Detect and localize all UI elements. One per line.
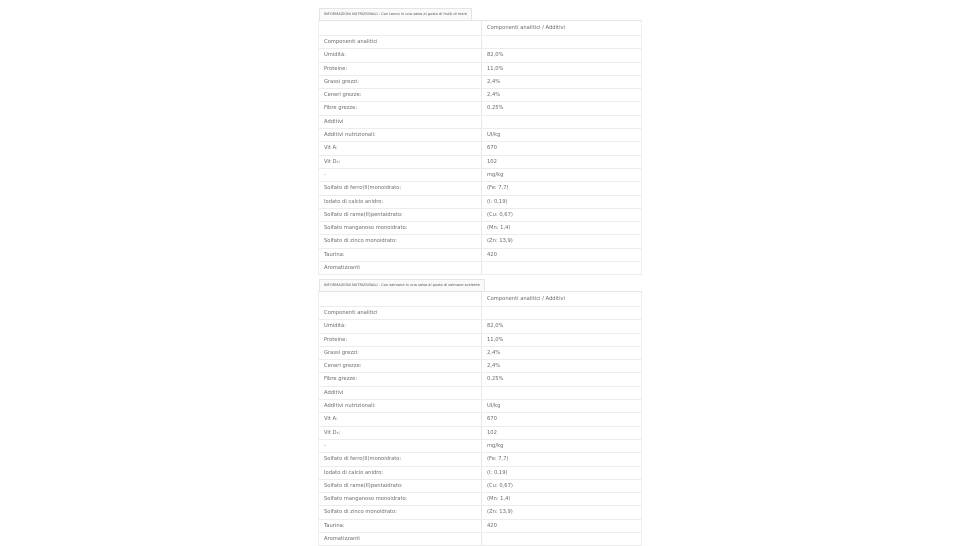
row-value-cell: 0,25% [481,102,642,114]
row-label-cell: Additivi [318,116,481,128]
row-value-cell [481,307,642,319]
table-row [318,413,642,426]
row-value-cell: (Cu: 0,67) [481,209,642,221]
row-label-cell: Iodato di calcio anidro: [318,196,481,208]
table-row [318,480,642,493]
header-cell-label [318,21,481,35]
row-label-cell: Taurina: [318,249,481,261]
row-value-cell: 82,0% [481,49,642,61]
row-label-cell: - [318,169,481,181]
table-header-row [318,21,642,36]
row-label-cell: Additivi nutrizionali: [318,400,481,412]
table-row [318,209,642,222]
table-row [318,222,642,235]
row-label-cell: Grassi grezzi: [318,76,481,88]
row-value-cell: mg/kg [481,169,642,181]
table-row [318,360,642,373]
table-row [318,102,642,115]
row-value-cell [481,387,642,399]
table-row [318,49,642,62]
row-label-cell: Solfato di ferro(II)monoidrato: [318,453,481,465]
table-row [318,129,642,142]
row-label-cell: Solfato di rame(II)pentaidrato: [318,480,481,492]
table-row [318,142,642,155]
row-value-cell: 670 [481,142,642,154]
row-value-cell: 420 [481,520,642,532]
table-row [318,235,642,248]
table-row [318,63,642,76]
row-label-cell: Additivi [318,387,481,399]
table-row [318,169,642,182]
row-value-cell: (Zn: 13,9) [481,235,642,247]
row-value-cell: UI/kg [481,129,642,141]
row-value-cell: (I: 0,19) [481,196,642,208]
table-row [318,506,642,519]
table-header-row [318,292,642,307]
header-cell-label [318,292,481,306]
row-label-cell: Solfato di rame(II)pentaidrato: [318,209,481,221]
table-row [318,440,642,453]
row-value-cell: 102 [481,156,642,168]
row-value-cell: 2,4% [481,89,642,101]
row-label-cell: Additivi nutrizionali: [318,129,481,141]
row-label-cell: Fibre grezze: [318,373,481,385]
nutrition-table [318,291,642,546]
row-label-cell: Proteine: [318,63,481,75]
tab-nutrition-tuna[interactable]: INFORMAZIONI NUTRIZIONALI - Con tonno in una salsa al gusto di frutti di mare [319,8,472,20]
table-row [318,387,642,400]
table-row [318,347,642,360]
table-row [318,307,642,320]
header-cell-value: Componenti analitici / Additivi [481,292,642,306]
row-label-cell: Vit A: [318,142,481,154]
table-row [318,182,642,195]
row-value-cell [481,116,642,128]
row-value-cell: (Zn: 13,9) [481,506,642,518]
row-value-cell: mg/kg [481,440,642,452]
table-row [318,116,642,129]
nutrition-table [318,20,642,275]
row-value-cell: 0,25% [481,373,642,385]
table-row [318,467,642,480]
row-label-cell: Grassi grezzi: [318,347,481,359]
row-label-cell: Solfato di zinco monoidrato: [318,235,481,247]
row-label-cell: Umidità: [318,49,481,61]
row-value-cell: (Cu: 0,67) [481,480,642,492]
row-value-cell: 102 [481,427,642,439]
row-value-cell: 2,4% [481,347,642,359]
row-value-cell: UI/kg [481,400,642,412]
row-label-cell: Proteine: [318,334,481,346]
table-row [318,427,642,440]
row-value-cell: 420 [481,249,642,261]
row-value-cell: (Mn: 1,4) [481,222,642,234]
header-cell-value: Componenti analitici / Additivi [481,21,642,35]
table-row [318,453,642,466]
nutrition-section-tuna [318,0,642,275]
row-label-cell: Solfato di ferro(II)monoidrato: [318,182,481,194]
row-value-cell: 2,4% [481,360,642,372]
row-label-cell: Iodato di calcio anidro: [318,467,481,479]
table-row [318,36,642,49]
row-value-cell: 2,4% [481,76,642,88]
row-value-cell: (Mn: 1,4) [481,493,642,505]
tab-nutrition-salmon[interactable]: INFORMAZIONI NUTRIZIONALI - Con salmone in una salsa al gusto di salmone scelente [319,279,485,291]
table-row [318,373,642,386]
row-value-cell: 11,0% [481,63,642,75]
table-row [318,249,642,262]
row-value-cell: (I: 0,19) [481,467,642,479]
table-row [318,76,642,89]
nutrition-section-salmon [318,271,642,546]
row-label-cell: Vit D₃: [318,427,481,439]
table-row [318,89,642,102]
row-label-cell: Aromatizzanti [318,262,481,274]
row-value-cell: (Fe: 7,7) [481,182,642,194]
table-row [318,520,642,533]
row-label-cell: Umidità: [318,320,481,332]
row-value-cell: (Fe: 7,7) [481,453,642,465]
row-label-cell: Taurina: [318,520,481,532]
table-row [318,196,642,209]
row-label-cell: Componenti analitici [318,307,481,319]
row-label-cell: Vit A: [318,413,481,425]
table-row [318,493,642,506]
row-label-cell: Solfato di zinco monoidrato: [318,506,481,518]
table-row [318,156,642,169]
row-value-cell [481,533,642,545]
row-label-cell: Vit D₃: [318,156,481,168]
row-value-cell [481,36,642,48]
table-row [318,334,642,347]
table-row [318,400,642,413]
row-label-cell: Fibre grezze: [318,102,481,114]
row-value-cell: 670 [481,413,642,425]
row-value-cell: 11,0% [481,334,642,346]
row-value-cell: 82,0% [481,320,642,332]
row-label-cell: Ceneri grezze: [318,360,481,372]
row-label-cell: Solfato manganoso monoidrato: [318,222,481,234]
row-label-cell: Ceneri grezze: [318,89,481,101]
row-label-cell: Componenti analitici [318,36,481,48]
row-label-cell: - [318,440,481,452]
row-label-cell: Solfato manganoso monoidrato: [318,493,481,505]
table-row [318,320,642,333]
row-label-cell: Aromatizzanti [318,533,481,545]
